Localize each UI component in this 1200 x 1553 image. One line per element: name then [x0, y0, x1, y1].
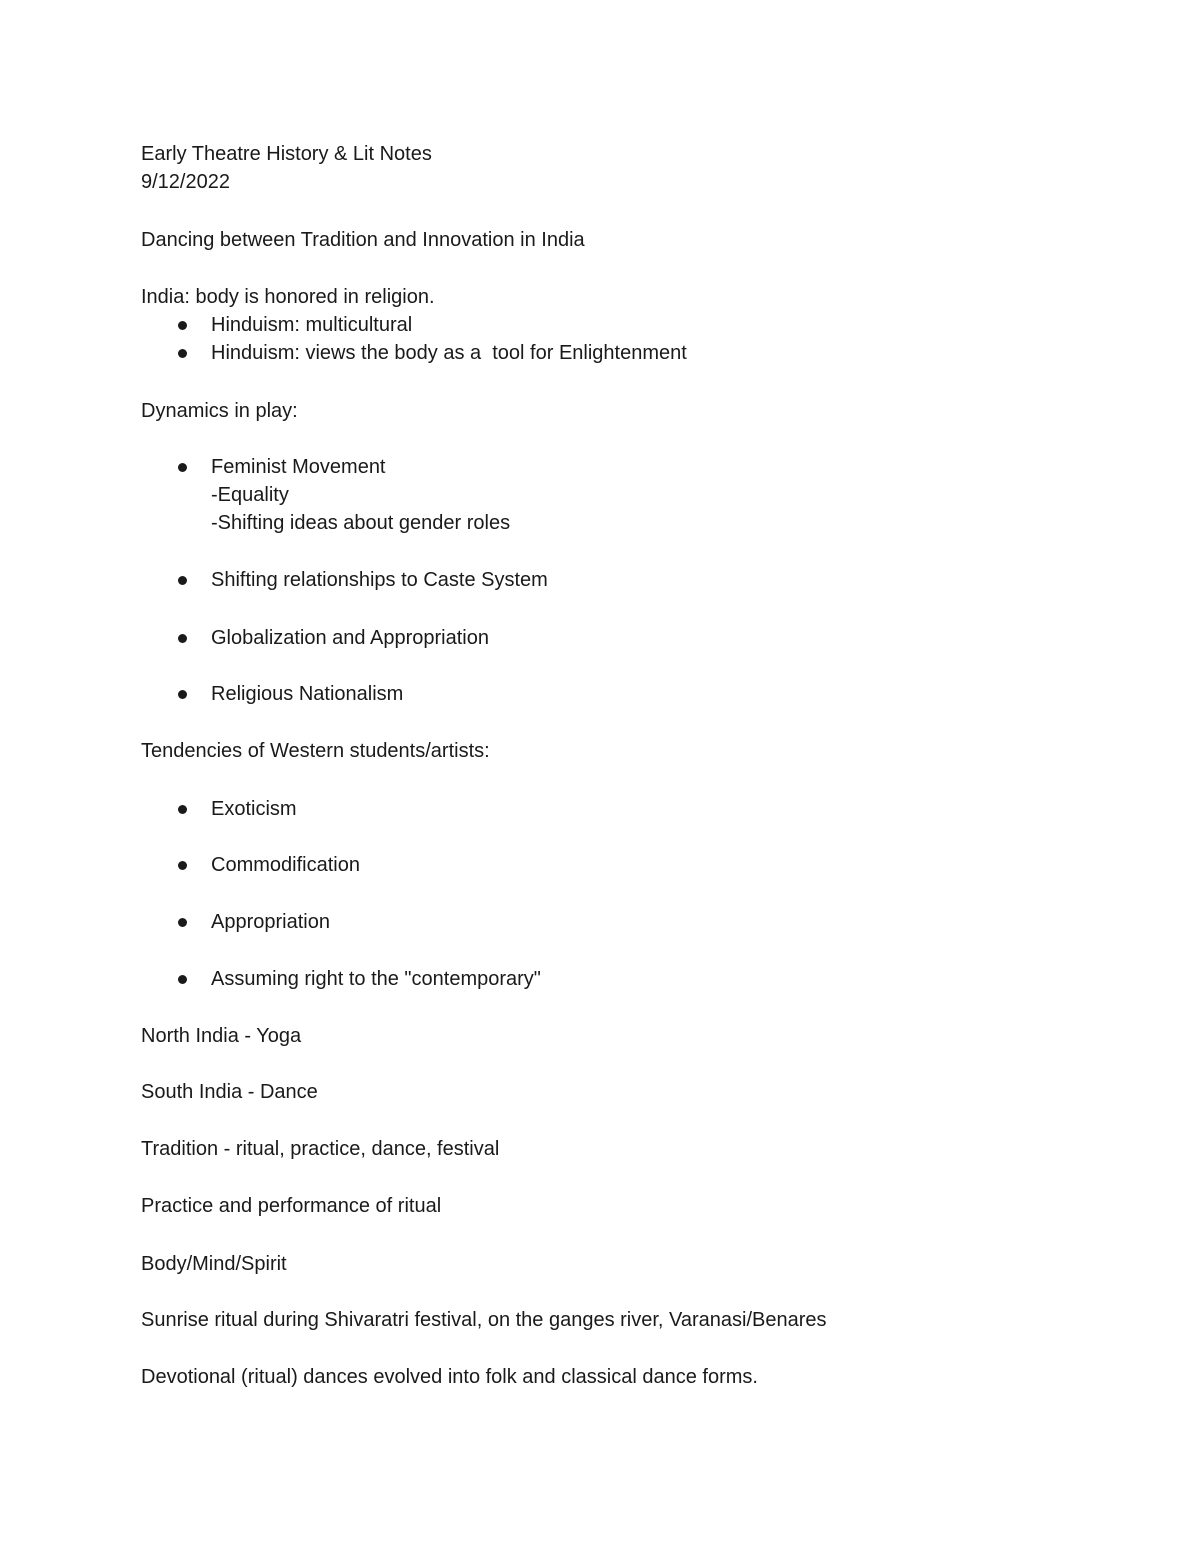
- sub-item: -Equality: [211, 484, 289, 506]
- list-item-text: Shifting relationships to Caste System: [211, 569, 548, 591]
- note-line: Devotional (ritual) dances evolved into folk and classical dance forms.: [141, 1366, 758, 1388]
- note-line: Practice and performance of ritual: [141, 1195, 442, 1217]
- bullet-icon: [178, 463, 187, 472]
- dynamics-heading: Dynamics in play:: [141, 400, 298, 422]
- list-item-text: Exoticism: [211, 798, 297, 820]
- list-item-text: Commodification: [211, 854, 360, 876]
- note-line: Sunrise ritual during Shivaratri festival, on the ganges river, Varanasi/Benares: [141, 1309, 827, 1331]
- list-item: [141, 795, 297, 823]
- list-item: [141, 851, 360, 879]
- list-item-text: Hinduism: multicultural: [211, 314, 413, 336]
- bullet-icon: [178, 805, 187, 814]
- bullet-icon: [178, 975, 187, 984]
- bullet-icon: [178, 321, 187, 330]
- note-line: North India - Yoga: [141, 1025, 302, 1047]
- bullet-icon: [178, 861, 187, 870]
- bullet-icon: [178, 634, 187, 643]
- india-heading: India: body is honored in religion.: [141, 286, 435, 308]
- sub-item: -Shifting ideas about gender roles: [211, 512, 511, 534]
- list-item-text: Hinduism: views the body as a tool for Enlightenment: [211, 342, 687, 364]
- document-date: 9/12/2022: [141, 171, 230, 193]
- document-title: Early Theatre History & Lit Notes: [141, 143, 432, 165]
- list-item: [141, 965, 541, 993]
- list-item: [141, 453, 386, 481]
- list-item: [141, 566, 548, 594]
- section-title: Dancing between Tradition and Innovation in India: [141, 229, 585, 251]
- list-item: [141, 624, 489, 652]
- list-item: [141, 680, 404, 708]
- list-item-text: Religious Nationalism: [211, 683, 404, 705]
- note-line: Body/Mind/Spirit: [141, 1253, 287, 1275]
- bullet-icon: [178, 576, 187, 585]
- list-item-text: Globalization and Appropriation: [211, 627, 489, 649]
- tendencies-heading: Tendencies of Western students/artists:: [141, 740, 490, 762]
- bullet-icon: [178, 918, 187, 927]
- list-item-text: Assuming right to the "contemporary": [211, 968, 541, 990]
- list-item: [141, 908, 330, 936]
- note-line: Tradition - ritual, practice, dance, festival: [141, 1138, 500, 1160]
- list-item-text: Feminist Movement: [211, 456, 386, 478]
- note-line: South India - Dance: [141, 1081, 318, 1103]
- bullet-icon: [178, 349, 187, 358]
- list-item: [141, 311, 413, 339]
- list-item-text: Appropriation: [211, 911, 330, 933]
- list-item: [141, 339, 687, 367]
- bullet-icon: [178, 690, 187, 699]
